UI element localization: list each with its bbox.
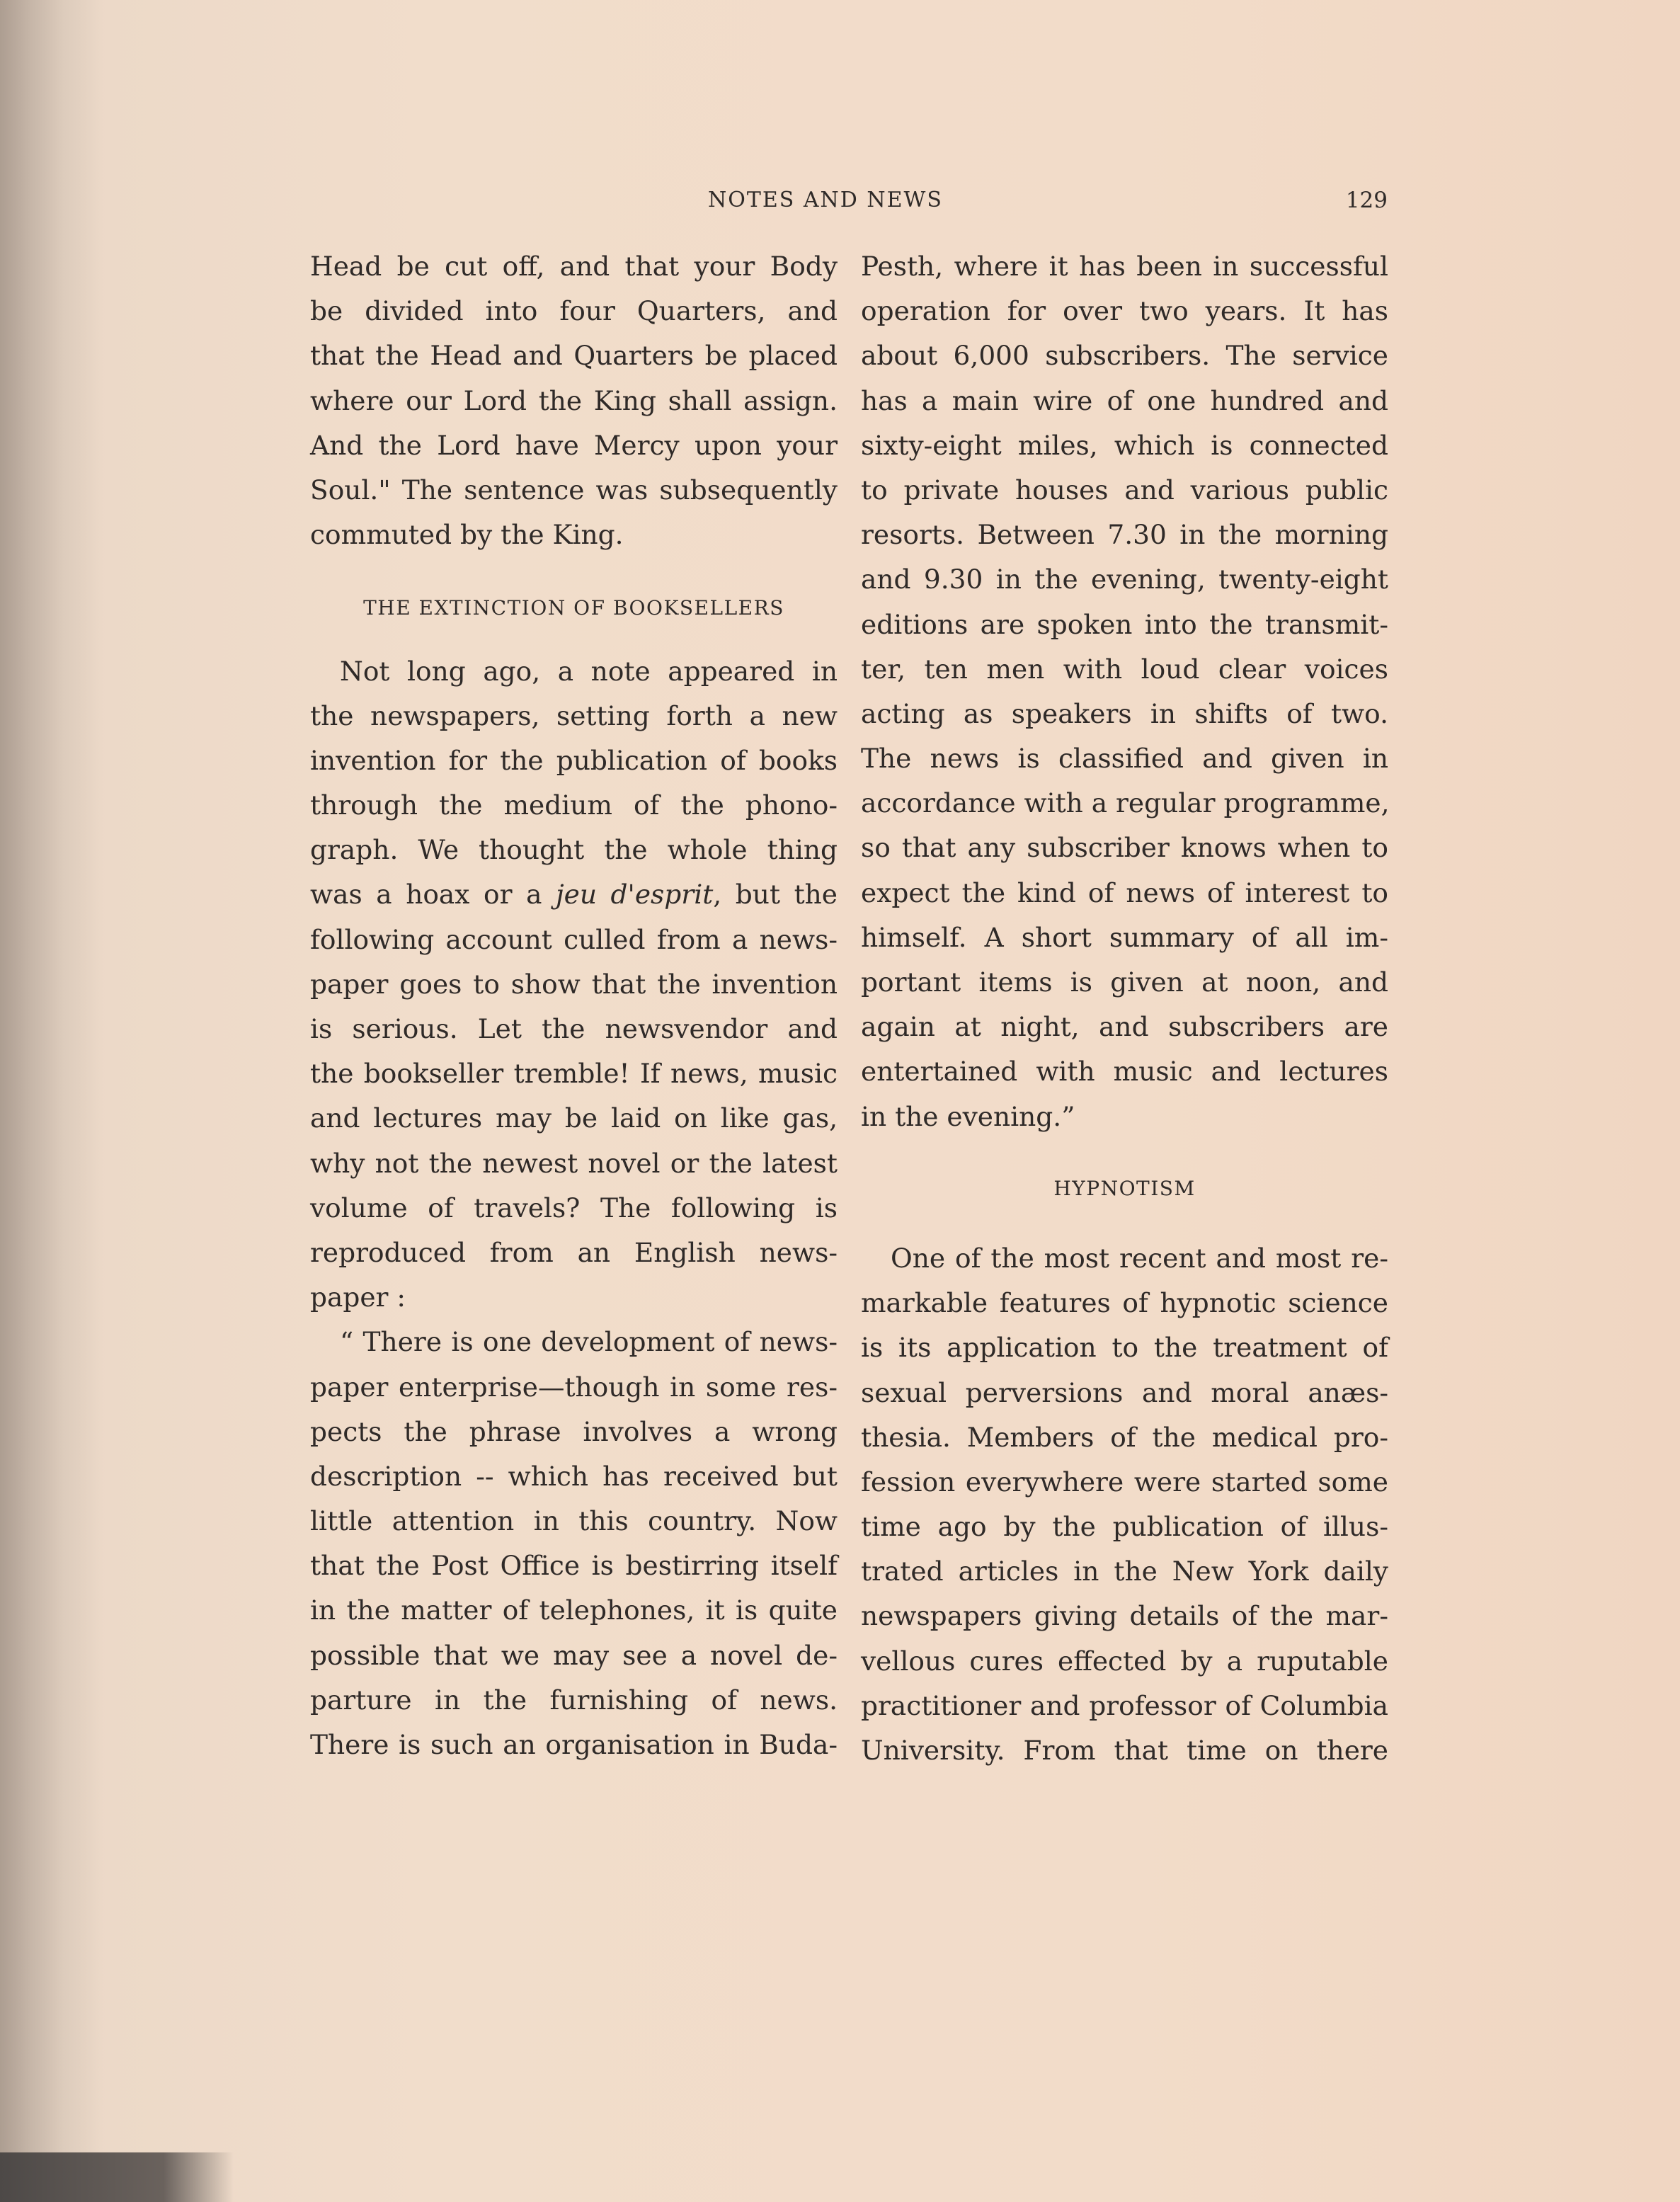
text-line: There is such an organisation in Buda- <box>310 1729 838 1761</box>
text-line: ter, ten men with loud clear voices <box>861 653 1388 685</box>
left-column <box>310 244 838 1767</box>
text-line: why not the newest novel or the latest <box>310 1147 838 1179</box>
text-line: in the evening.” <box>861 1100 1075 1132</box>
text-line-with-italic <box>310 872 838 917</box>
text-line: entertained with music and lectures <box>861 1056 1388 1088</box>
text-line: is its application to the treatment of <box>861 1332 1388 1364</box>
text-line: commuted by the King. <box>310 519 624 551</box>
italic-phrase: jeu d'esprit <box>556 879 714 911</box>
text-line: through the medium of the phono- <box>310 789 838 821</box>
text-line: Soul." The sentence was subsequently <box>310 474 838 506</box>
text-line: practitioner and professor of Columbia <box>861 1689 1388 1721</box>
text-line: himself. A short summary of all im- <box>861 921 1388 953</box>
text-fragment: , but the <box>713 879 838 911</box>
text-line: expect the kind of news of interest to <box>861 877 1388 908</box>
text-line: And the Lord have Mercy upon your <box>310 429 838 461</box>
text-line: trated articles in the New York daily <box>861 1556 1388 1587</box>
text-line: sexual perversions and moral anæs- <box>861 1376 1388 1408</box>
text-line: thesia. Members of the medical pro- <box>861 1421 1388 1453</box>
text-line: pects the phrase involves a wrong <box>310 1415 838 1447</box>
text-line: is serious. Let the newsvendor and <box>310 1013 838 1045</box>
text-line: One of the most recent and most re- <box>891 1242 1388 1274</box>
text-line: has a main wire of one hundred and <box>861 384 1388 416</box>
text-line: description -- which has received but <box>310 1460 838 1492</box>
right-column <box>861 244 1388 1773</box>
text-line: accordance with a regular programme, <box>861 787 1390 819</box>
text-line: acting as speakers in shifts of two. <box>861 697 1388 729</box>
text-line: and 9.30 in the evening, twenty-eight <box>861 564 1388 595</box>
text-line: possible that we may see a novel de- <box>310 1639 838 1671</box>
text-line: the newspapers, setting forth a new <box>310 700 838 731</box>
text-line: sixty-eight miles, which is connected <box>861 429 1388 461</box>
text-line: markable features of hypnotic science <box>861 1287 1388 1319</box>
running-head: NOTES AND NEWS <box>708 188 943 212</box>
page-edge <box>0 2152 234 2202</box>
text-line: so that any subscriber knows when to <box>861 832 1388 864</box>
section-heading-hypnotism: HYPNOTISM <box>1053 1176 1196 1200</box>
text-line: following account culled from a news- <box>310 923 838 955</box>
text-line: paper goes to show that the invention <box>310 968 838 1000</box>
page-header <box>312 188 1388 223</box>
text-line: about 6,000 subscribers. The service <box>861 340 1388 372</box>
text-line: time ago by the publication of illus- <box>861 1511 1388 1543</box>
text-line: where our Lord the King shall assign. <box>310 384 838 416</box>
text-line: little attention in this country. Now <box>310 1505 838 1537</box>
text-line: fession everywhere were started some <box>861 1466 1388 1498</box>
text-line: paper enterprise—though in some res- <box>310 1371 838 1403</box>
text-line: Not long ago, a note appeared in <box>340 655 838 687</box>
text-line: portant items is given at noon, and <box>861 966 1388 998</box>
text-line: operation for over two years. It has <box>861 295 1388 327</box>
text-line: “ There is one development of news- <box>340 1326 838 1358</box>
text-line: that the Head and Quarters be placed <box>310 340 838 372</box>
text-fragment: was a hoax or a <box>310 879 556 911</box>
text-line: graph. We thought the whole thing <box>310 834 838 866</box>
text-line: invention for the publication of books <box>310 744 838 776</box>
text-line: paper : <box>310 1282 406 1313</box>
text-line: resorts. Between 7.30 in the morning <box>861 519 1388 551</box>
text-line: The news is classified and given in <box>861 743 1388 775</box>
text-line: and lectures may be laid on like gas, <box>310 1102 838 1134</box>
text-line: University. From that time on there <box>861 1735 1388 1767</box>
text-line: again at night, and subscribers are <box>861 1011 1388 1043</box>
text-line: Pesth, where it has been in successful <box>861 251 1388 282</box>
text-line: vellous cures effected by a ruputable <box>861 1645 1388 1677</box>
section-heading-booksellers: THE EXTINCTION OF BOOKSELLERS <box>363 596 784 620</box>
text-line: to private houses and various public <box>861 474 1388 506</box>
text-line: parture in the furnishing of news. <box>310 1684 838 1716</box>
text-line: in the matter of telephones, it is quite <box>310 1595 838 1626</box>
page-number: 129 <box>1345 188 1388 213</box>
text-line: reproduced from an English news- <box>310 1236 838 1268</box>
text-line: editions are spoken into the transmit- <box>861 608 1388 640</box>
text-line: volume of travels? The following is <box>310 1192 838 1223</box>
text-line: Head be cut off, and that your Body <box>310 251 838 282</box>
text-line: be divided into four Quarters, and <box>310 295 838 327</box>
text-line: that the Post Office is bestirring itself <box>310 1550 838 1582</box>
text-line: the bookseller tremble! If news, music <box>310 1058 838 1090</box>
text-line: newspapers giving details of the mar- <box>861 1600 1388 1632</box>
book-gutter-shadow <box>0 0 106 2202</box>
